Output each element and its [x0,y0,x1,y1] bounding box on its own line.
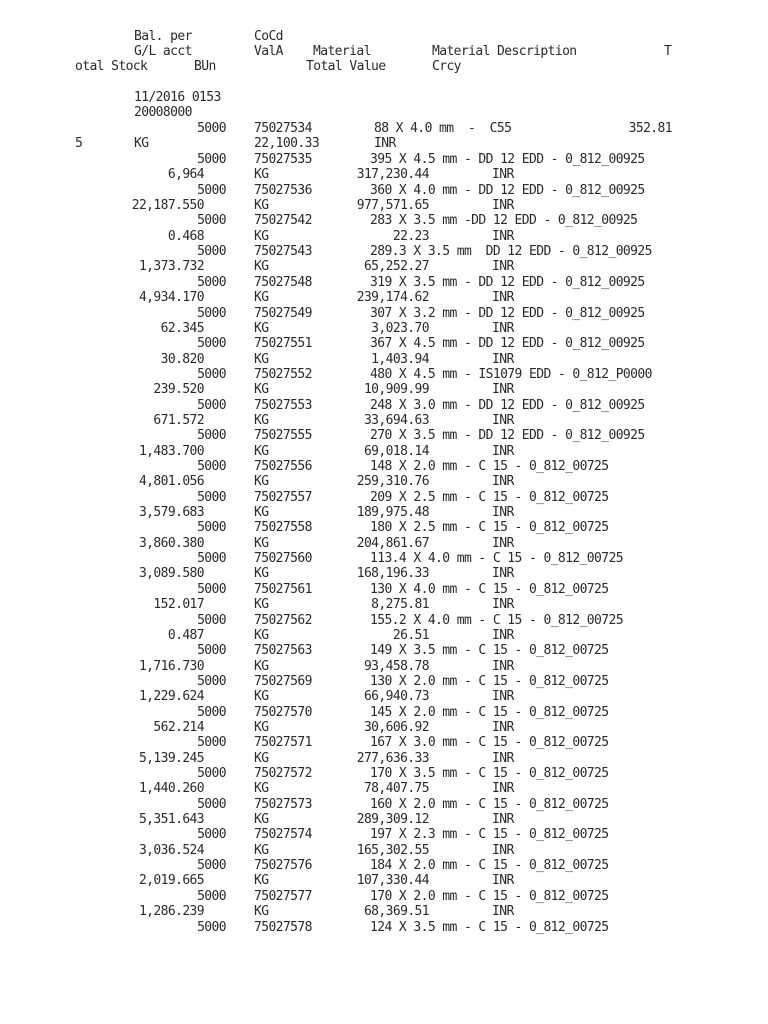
record-description: 480 X 4.5 mm - IS1079 EDD - 0_812_P0000 [370,367,652,382]
record-vala: 5000 [197,643,226,658]
record-bun: KG [254,566,269,581]
record-line-b [0,536,768,551]
record-bun: KG [254,720,269,735]
record-total-value: 22,100.33 [254,136,320,151]
record-crcy: INR [492,812,514,827]
record-crcy: INR [492,628,514,643]
record-total-value: 165,302.55 [356,843,429,858]
record-line-b [0,659,768,674]
record-line-b [0,198,768,213]
record-vala: 5000 [197,674,226,689]
record-vala: 5000 [197,121,226,136]
record-line-b [0,597,768,612]
record-crcy: INR [492,536,514,551]
record-crcy: INR [492,167,514,182]
record-vala: 5000 [197,275,226,290]
record-bun: KG [254,812,269,827]
record-stock: 562.214 [153,720,204,735]
record-description: 209 X 2.5 mm - C 15 - 0_812_00725 [370,490,609,505]
record-line-b [0,505,768,520]
record-line-a [0,551,768,566]
record-vala: 5000 [197,398,226,413]
record-line-a [0,490,768,505]
record-bun: KG [254,198,269,213]
header-total-value: Total Value [306,59,386,74]
record-material: 75027556 [254,459,312,474]
header-bun: BUn [194,59,216,74]
record-total-value: 33,694.63 [363,413,429,428]
record-line-a [0,183,768,198]
record-vala: 5000 [197,183,226,198]
record-line-a [0,367,768,382]
header-total-stock: otal Stock [75,59,148,74]
record-stock: 671.572 [153,413,204,428]
record-total-value: 1,403.94 [371,352,429,367]
record-material: 75027572 [254,766,312,781]
record-description: 88 X 4.0 mm - C55 [374,121,512,136]
record-description: 145 X 2.0 mm - C 15 - 0_812_00725 [370,705,609,720]
record-material: 75027563 [254,643,312,658]
record-material: 75027549 [254,306,312,321]
record-vala: 5000 [197,582,226,597]
record-crcy: INR [374,136,396,151]
record-line-a [0,121,768,136]
record-material: 75027562 [254,613,312,628]
record-material: 75027542 [254,213,312,228]
record-total-value: 69,018.14 [363,444,429,459]
record-line-b [0,382,768,397]
period-line [0,90,768,105]
record-line-a [0,766,768,781]
record-line-a [0,735,768,750]
record-total-value: 93,458.78 [363,659,429,674]
record-vala: 5000 [197,490,226,505]
record-bun: KG [254,536,269,551]
record-stock: 5,139.245 [138,751,204,766]
record-stock: 5,351.643 [138,812,204,827]
record-material: 75027535 [254,152,312,167]
header-material: Material [313,44,371,59]
record-bun: KG [254,444,269,459]
record-vala: 5000 [197,244,226,259]
record-description: 184 X 2.0 mm - C 15 - 0_812_00725 [370,858,609,873]
record-crcy: INR [492,566,514,581]
record-line-b [0,751,768,766]
header-cocd: CoCd [254,29,283,44]
record-bun: KG [254,167,269,182]
header-crcy: Crcy [432,59,461,74]
record-crcy: INR [492,505,514,520]
record-stock: 62.345 [160,321,204,336]
record-crcy: INR [492,659,514,674]
header-total-stock-start: T [664,44,672,59]
record-description: 289.3 X 3.5 mm DD 12 EDD - 0_812_00925 [370,244,652,259]
record-total-value: 26.51 [392,628,429,643]
record-bun: KG [254,628,269,643]
record-line-b [0,229,768,244]
record-vala: 5000 [197,920,226,935]
record-crcy: INR [492,229,514,244]
record-stock: 239.520 [153,382,204,397]
record-stock: 2,019.665 [138,873,204,888]
record-crcy: INR [492,321,514,336]
record-line-a [0,244,768,259]
record-line-b [0,843,768,858]
record-total-value: 317,230.44 [356,167,429,182]
record-total-value: 204,861.67 [356,536,429,551]
record-description: 113.4 X 4.0 mm - C 15 - 0_812_00725 [370,551,623,566]
record-line-b [0,628,768,643]
record-description: 160 X 2.0 mm - C 15 - 0_812_00725 [370,797,609,812]
record-description: 170 X 3.5 mm - C 15 - 0_812_00725 [370,766,609,781]
record-bun: KG [254,259,269,274]
record-description: 130 X 2.0 mm - C 15 - 0_812_00725 [370,674,609,689]
record-bun: KG [254,413,269,428]
record-description: 180 X 2.5 mm - C 15 - 0_812_00725 [370,520,609,535]
record-line-a [0,827,768,842]
record-vala: 5000 [197,213,226,228]
record-description: 367 X 4.5 mm - DD 12 EDD - 0_812_00925 [370,336,645,351]
record-material: 75027569 [254,674,312,689]
record-crcy: INR [492,904,514,919]
record-crcy: INR [492,781,514,796]
record-vala: 5000 [197,428,226,443]
header-gl-acct: G/L acct [134,44,192,59]
record-total-value: 277,636.33 [356,751,429,766]
record-line-a [0,275,768,290]
record-description: 360 X 4.0 mm - DD 12 EDD - 0_812_00925 [370,183,645,198]
record-line-a [0,705,768,720]
record-bun: KG [254,290,269,305]
record-total-value: 107,330.44 [356,873,429,888]
period: 11/2016 0153 [134,90,221,105]
record-vala: 5000 [197,459,226,474]
record-bun: KG [254,321,269,336]
record-line-a [0,674,768,689]
record-description: 248 X 3.0 mm - DD 12 EDD - 0_812_00925 [370,398,645,413]
record-line-b [0,136,768,151]
record-stock-part1: 352.81 [628,121,672,136]
record-stock: 6,964 [167,167,204,182]
record-bun: KG [254,474,269,489]
record-vala: 5000 [197,889,226,904]
record-stock: 30.820 [160,352,204,367]
record-crcy: INR [492,444,514,459]
record-bun: KG [254,229,269,244]
header-line-1 [0,29,768,44]
record-crcy: INR [492,843,514,858]
record-material: 75027573 [254,797,312,812]
record-material: 75027577 [254,889,312,904]
record-vala: 5000 [197,797,226,812]
record-line-b [0,259,768,274]
record-line-a [0,398,768,413]
record-material: 75027555 [254,428,312,443]
record-line-a [0,643,768,658]
record-crcy: INR [492,382,514,397]
record-bun: KG [254,843,269,858]
record-stock: 1,286.239 [138,904,204,919]
record-material: 75027570 [254,705,312,720]
record-vala: 5000 [197,766,226,781]
header-material-description: Material Description [432,44,577,59]
record-crcy: INR [492,597,514,612]
record-vala: 5000 [197,152,226,167]
record-total-value: 189,975.48 [356,505,429,520]
record-line-b [0,873,768,888]
record-line-a [0,213,768,228]
record-total-value: 239,174.62 [356,290,429,305]
record-description: 124 X 3.5 mm - C 15 - 0_812_00725 [370,920,609,935]
record-crcy: INR [492,720,514,735]
record-line-a [0,520,768,535]
record-stock: 0.487 [167,628,204,643]
record-stock: 1,483.700 [138,444,204,459]
record-line-a [0,459,768,474]
record-line-b [0,413,768,428]
record-bun: KG [254,781,269,796]
record-line-a [0,306,768,321]
record-stock: 4,801.056 [138,474,204,489]
record-total-value: 977,571.65 [356,198,429,213]
record-material: 75027557 [254,490,312,505]
record-line-a [0,797,768,812]
record-total-value: 66,940.73 [363,689,429,704]
record-bun: KG [254,689,269,704]
record-crcy: INR [492,751,514,766]
record-vala: 5000 [197,336,226,351]
record-line-a [0,613,768,628]
gl-account: 20008000 [134,105,192,120]
record-crcy: INR [492,259,514,274]
record-total-value: 8,275.81 [371,597,429,612]
record-description: 307 X 3.2 mm - DD 12 EDD - 0_812_00925 [370,306,645,321]
header-line-2 [0,44,768,59]
record-total-value: 30,606.92 [363,720,429,735]
record-line-a [0,582,768,597]
record-line-b [0,566,768,581]
record-vala: 5000 [197,735,226,750]
record-material: 75027560 [254,551,312,566]
record-total-value: 10,909.99 [363,382,429,397]
record-material: 75027553 [254,398,312,413]
record-stock: 152.017 [153,597,204,612]
record-line-b [0,444,768,459]
record-line-b [0,781,768,796]
record-total-value: 259,310.76 [356,474,429,489]
record-description: 395 X 4.5 mm - DD 12 EDD - 0_812_00925 [370,152,645,167]
record-material: 75027551 [254,336,312,351]
record-line-a [0,889,768,904]
record-description: 197 X 2.3 mm - C 15 - 0_812_00725 [370,827,609,842]
record-stock: 1,373.732 [138,259,204,274]
record-total-value: 68,369.51 [363,904,429,919]
record-total-value: 289,309.12 [356,812,429,827]
record-stock: 0.468 [167,229,204,244]
record-bun: KG [254,873,269,888]
record-line-b [0,474,768,489]
record-line-b [0,812,768,827]
header-vala: ValA [254,44,283,59]
record-stock: 1,716.730 [138,659,204,674]
record-material: 75027576 [254,858,312,873]
record-vala: 5000 [197,705,226,720]
record-description: 270 X 3.5 mm - DD 12 EDD - 0_812_00925 [370,428,645,443]
record-stock: 3,089.580 [138,566,204,581]
record-stock: 3,036.524 [138,843,204,858]
record-crcy: INR [492,873,514,888]
record-bun: KG [254,382,269,397]
record-crcy: INR [492,290,514,305]
header-line-3 [0,59,768,74]
record-material: 75027578 [254,920,312,935]
header-bal-per: Bal. per [134,29,192,44]
record-material: 75027561 [254,582,312,597]
record-line-b [0,904,768,919]
record-material: 75027534 [254,121,312,136]
record-vala: 5000 [197,858,226,873]
record-vala: 5000 [197,613,226,628]
record-line-b [0,167,768,182]
record-total-value: 65,252.27 [363,259,429,274]
record-vala: 5000 [197,306,226,321]
record-vala: 5000 [197,551,226,566]
record-vala: 5000 [197,520,226,535]
record-stock-part2: 5 [75,136,83,151]
record-bun: KG [254,352,269,367]
record-material: 75027574 [254,827,312,842]
record-material: 75027571 [254,735,312,750]
record-bun: KG [254,505,269,520]
gl-account-line [0,105,768,120]
record-total-value: 78,407.75 [363,781,429,796]
record-crcy: INR [492,352,514,367]
record-bun: KG [254,904,269,919]
record-stock: 4,934.170 [138,290,204,305]
record-crcy: INR [492,413,514,428]
record-total-value: 168,196.33 [356,566,429,581]
record-material: 75027548 [254,275,312,290]
record-total-value: 3,023.70 [371,321,429,336]
record-line-a [0,336,768,351]
record-bun: KG [254,659,269,674]
record-description: 319 X 3.5 mm - DD 12 EDD - 0_812_00925 [370,275,645,290]
record-material: 75027543 [254,244,312,259]
record-vala: 5000 [197,367,226,382]
record-description: 170 X 2.0 mm - C 15 - 0_812_00725 [370,889,609,904]
record-description: 149 X 3.5 mm - C 15 - 0_812_00725 [370,643,609,658]
record-bun: KG [254,597,269,612]
record-description: 167 X 3.0 mm - C 15 - 0_812_00725 [370,735,609,750]
record-bun: KG [134,136,149,151]
record-line-a [0,858,768,873]
record-description: 148 X 2.0 mm - C 15 - 0_812_00725 [370,459,609,474]
record-description: 130 X 4.0 mm - C 15 - 0_812_00725 [370,582,609,597]
record-material: 75027552 [254,367,312,382]
record-line-a [0,428,768,443]
record-line-b [0,321,768,336]
record-line-b [0,720,768,735]
record-line-b [0,689,768,704]
record-bun: KG [254,751,269,766]
record-vala: 5000 [197,827,226,842]
record-line-b [0,352,768,367]
record-crcy: INR [492,198,514,213]
record-material: 75027536 [254,183,312,198]
record-line-a [0,152,768,167]
record-crcy: INR [492,689,514,704]
record-total-value: 22.23 [392,229,429,244]
record-line-b [0,290,768,305]
record-description: 155.2 X 4.0 mm - C 15 - 0_812_00725 [370,613,623,628]
record-stock: 22,187.550 [131,198,204,213]
record-material: 75027558 [254,520,312,535]
record-stock: 3,860.380 [138,536,204,551]
record-line-a [0,920,768,935]
record-description: 283 X 3.5 mm -DD 12 EDD - 0_812_00925 [370,213,638,228]
record-stock: 3,579.683 [138,505,204,520]
record-stock: 1,440.260 [138,781,204,796]
record-stock: 1,229.624 [138,689,204,704]
record-crcy: INR [492,474,514,489]
